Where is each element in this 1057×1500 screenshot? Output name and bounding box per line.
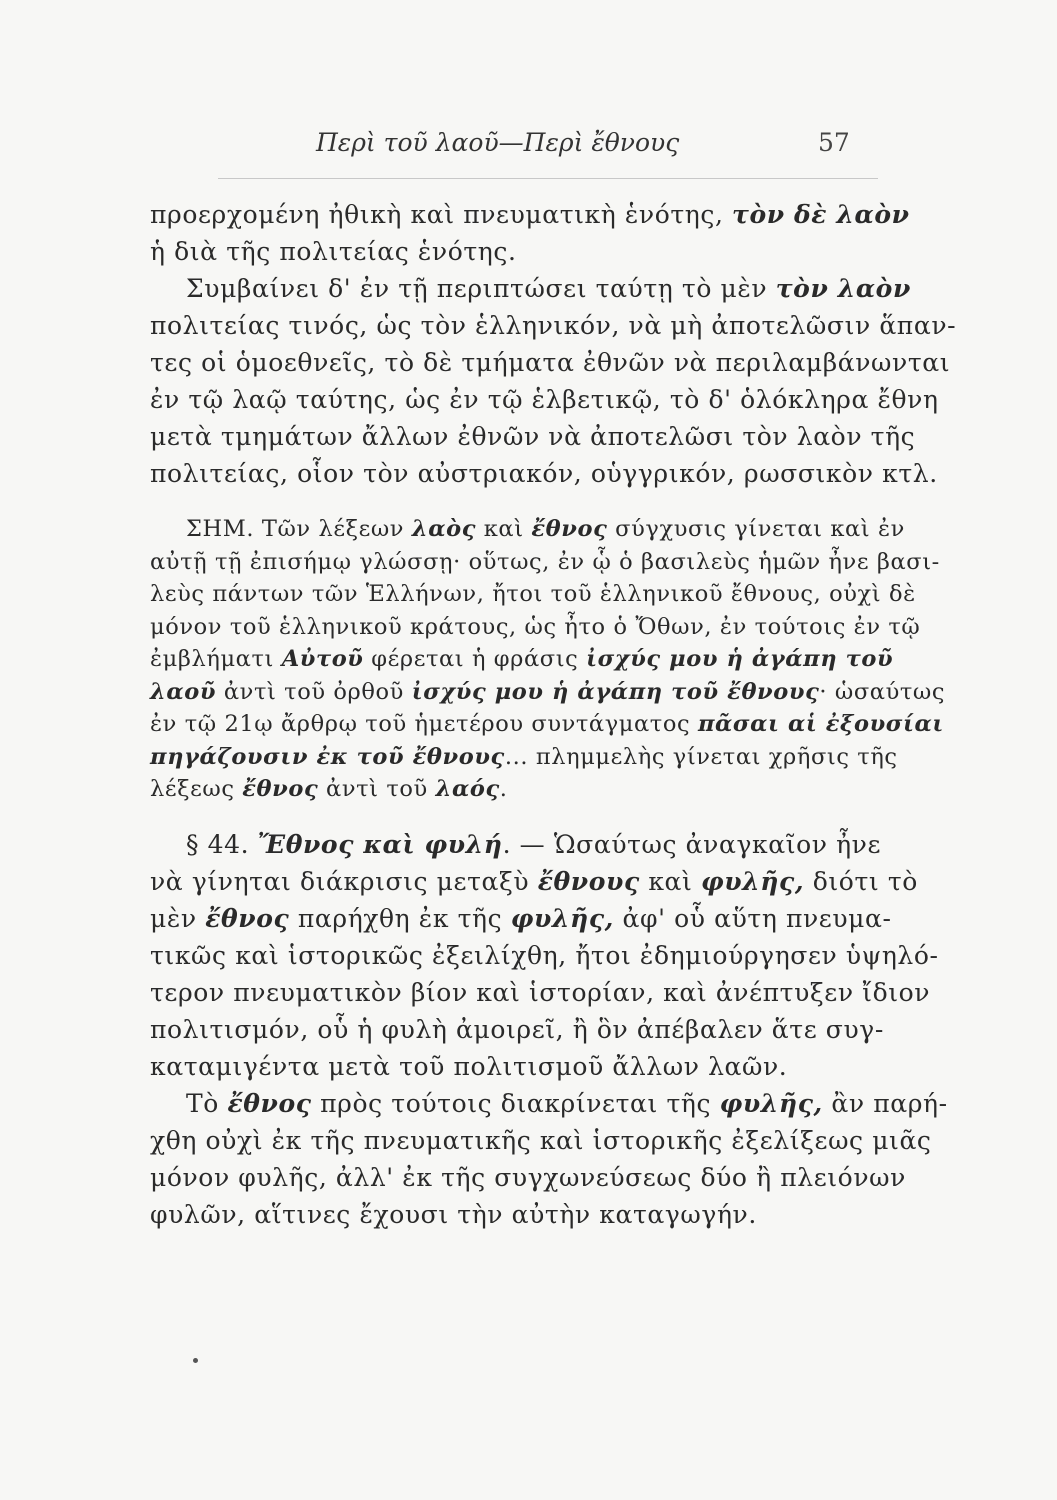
text-line: χθη οὐχὶ ἐκ τῆς πνευματικῆς καὶ ἱστορικῆς ἐξελίξεως μιᾶς xyxy=(150,1125,932,1155)
text-line: λέξεως ἔθνος ἀντὶ τοῦ λαός. xyxy=(150,776,508,802)
note-paragraph xyxy=(150,513,946,806)
text-line: Τὸ ἔθνος πρὸς τούτοις διακρίνεται τῆς φυλῆς, ἂν παρή- xyxy=(186,1088,948,1118)
text-line: νὰ γίνηται διάκρισις μεταξὺ ἔθνους καὶ φυλῆς, διότι τὸ xyxy=(150,866,918,896)
text-line: τικῶς καὶ ἱστορικῶς ἐξειλίχθη, ἤτοι ἐδημιούργησεν ὑψηλό- xyxy=(150,940,939,970)
text-line: μόνον φυλῆς, ἀλλ' ἐκ τῆς συγχωνεύσεως δύο ἢ πλειόνων xyxy=(150,1162,906,1192)
text-line: ΣΗΜ. Τῶν λέξεων λαὸς καὶ ἔθνος σύγχυσις γίνεται καὶ ἐν xyxy=(186,516,905,542)
running-head: Περὶ τοῦ λαοῦ—Περὶ ἔθνους xyxy=(316,128,680,157)
paragraph-2 xyxy=(150,270,957,492)
text-line: μετὰ τμημάτων ἄλλων ἐθνῶν νὰ ἀποτελῶσι τὸν λαὸν τῆς xyxy=(150,422,916,451)
text-line: καταμιγέντα μετὰ τοῦ πολιτισμοῦ ἄλλων λαῶν. xyxy=(150,1051,788,1081)
text-line: πολιτισμόν, οὗ ἡ φυλὴ ἀμοιρεῖ, ἢ ὃν ἀπέβαλεν ἅτε συγ- xyxy=(150,1014,884,1044)
text-line: πηγάζουσιν ἐκ τοῦ ἔθνους... πλημμελὴς γίνεται χρῆσις τῆς xyxy=(150,743,898,770)
text-line: τερον πνευματικὸν βίον καὶ ἱστορίαν, καὶ ἀνέπτυξεν ἴδιον xyxy=(150,977,931,1007)
text-line: πολιτείας, οἷον τὸν αὐστριακόν, οὑγγρικόν, ρωσσικὸν κτλ. xyxy=(150,459,938,488)
text-line: τες οἱ ὁμοεθνεῖς, τὸ δὲ τμήματα ἐθνῶν νὰ περιλαμβάνωνται xyxy=(150,348,951,377)
paragraph-1 xyxy=(150,196,910,270)
text-line: ἐν τῷ λαῷ ταύτης, ὡς ἐν τῷ ἑλβετικῷ, τὸ δ' ὁλόκληρα ἔθνη xyxy=(150,385,939,414)
page-body xyxy=(150,196,957,1233)
paragraph-4 xyxy=(150,1085,948,1233)
text-line: μόνον τοῦ ἑλληνικοῦ κράτους, ὡς ἦτο ὁ Ὄθων, ἐν τούτοις ἐν τῷ xyxy=(150,613,921,640)
page-number: 57 xyxy=(818,128,850,157)
text-line: μὲν ἔθνος παρήχθη ἐκ τῆς φυλῆς, ἀφ' οὗ αὕτη πνευμα- xyxy=(150,903,892,933)
text-line: Συμβαίνει δ' ἐν τῇ περιπτώσει ταύτῃ τὸ μὲν τὸν λαὸν xyxy=(186,274,911,303)
text-line: ἡ διὰ τῆς πολιτείας ἑνότης. xyxy=(150,237,517,266)
ink-speck xyxy=(193,1358,198,1363)
text-line: προερχομένη ἠθικὴ καὶ πνευματικὴ ἑνότης, τὸν δὲ λαὸν xyxy=(150,200,910,229)
text-line: ἐμβλήματι Αὐτοῦ φέρεται ἡ φράσις ἰσχύς μου ἡ ἀγάπη τοῦ xyxy=(150,646,894,672)
section-heading-line: § 44. Ἔθνος καὶ φυλή. — Ὡσαύτως ἀναγκαῖον ἦνε xyxy=(186,829,882,859)
text-line: φυλῶν, αἵτινες ἔχουσι τὴν αὐτὴν καταγωγήν. xyxy=(150,1199,757,1229)
text-line: λεὺς πάντων τῶν Ἑλλήνων, ἤτοι τοῦ ἑλληνικοῦ ἔθνους, οὐχὶ δὲ xyxy=(150,581,916,607)
section-44 xyxy=(150,826,939,1085)
text-line: ἐν τῷ 21ῳ ἄρθρῳ τοῦ ἡμετέρου συντάγματος πᾶσαι αἱ ἐξουσίαι xyxy=(150,711,944,737)
text-line: λαοῦ ἀντὶ τοῦ ὀρθοῦ ἰσχύς μου ἡ ἀγάπη τοῦ ἔθνους· ὡσαύτως xyxy=(150,678,946,705)
header-rule xyxy=(218,178,878,179)
text-line: πολιτείας τινός, ὡς τὸν ἑλληνικόν, νὰ μὴ ἀποτελῶσιν ἅπαν- xyxy=(150,311,957,340)
text-line: αὐτῇ τῇ ἐπισήμῳ γλώσσῃ· οὕτως, ἐν ᾧ ὁ βασιλεὺς ἡμῶν ἦνε βασι- xyxy=(150,548,940,575)
